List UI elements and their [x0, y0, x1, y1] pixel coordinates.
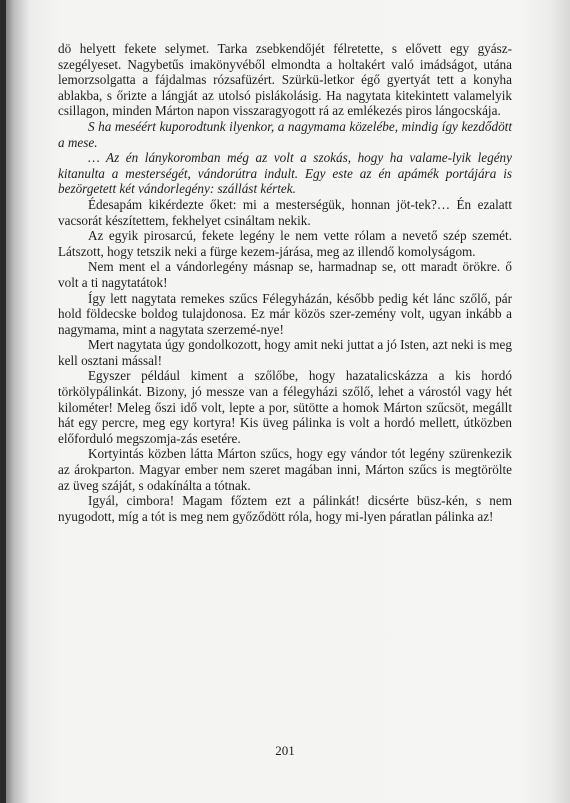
paragraph-7: Így lett nagytata remekes szűcs Félegyházán, később pedig két lánc szőlő, pár hold földecske boldog tulajdonosa. Ez már közös szer-zemény volt, ugyan inkább a nagymama, mint a nagytata szerzemé-nye! — [58, 290, 512, 337]
paragraph-4: Édesapám kikérdezte őket: mi a mesterségük, honnan jöt-tek?… Én ezalatt vacsorát készítettem, fekhelyet csináltam nekik. — [58, 196, 512, 228]
paragraph-6: Nem ment el a vándorlegény másnap se, harmadnap se, ott maradt örökre. ő volt a ti nagytatátok! — [58, 259, 512, 290]
paragraph-11: Igyál, cimbora! Magam főztem ezt a pálinkát! dicsérte büsz-kén, s nem nyugodott, míg a tót is meg nem győződött róla, hogy mi-lyen páratlan pálinka az! — [58, 493, 512, 524]
paragraph-3: … Az én lánykoromban még az volt a szokás, hogy ha valame-lyik legény kitanulta a mesterségét, vándorútra indult. Egy este az én apámék portájára is bezörgetett két vándorlegény: szállást kértek. — [58, 150, 512, 197]
paragraph-8: Mert nagytata úgy gondolkozott, hogy amit neki juttat a jó Isten, azt neki is meg kell osztani mással! — [58, 337, 512, 368]
paragraph-5: Az egyik pirosarcú, fekete legény le nem vette rólam a nevető szép szemét. Látszott, hogy tetszik neki a fürge kezem-járása, meg az illendő komolyságom. — [58, 228, 512, 259]
body-text — [58, 41, 512, 524]
paragraph-9: Egyszer például kiment a szőlőbe, hogy hazatalicskázza a kis hordó törkölypálinkát. Bizony, jó messze van a félegyházi szőlő, lehet a várostól vagy hét kilométer! Meleg őszi idő volt, lepte a por, sütötte a homok Márton szűcsöt, megállt hát egy percre, meg egy kortyra! Kis üveg pálinka is volt a hordó mellett, útközben előforduló megszomja-zás esetére. — [58, 368, 512, 446]
paragraph-2: S ha meséért kuporodtunk ilyenkor, a nagymama közelébe, mindig így kezdődött a mese. — [58, 118, 512, 150]
paragraph-10: Kortyintás közben látta Márton szűcs, hogy egy vándor tót legény szürenkezik az árokparton. Magyar ember nem szeret magában inni, Márton szűcs is megtörölte az üveg száját, s odakínálta a tótnak. — [58, 446, 512, 493]
page-number: 201 — [275, 743, 295, 758]
paragraph-1: dö helyett fekete selymet. Tarka zsebkendőjét félretette, s elővett egy gyász-szegélyeset. Nagybetűs imakönyvéből elmondta a holtakért való imádságot, utána lemorzsolgatta a fájdalmas rózsafüzért. Szürkü-letkor égő gyertyát tett a konyha ablakba, s őrizte a lángját az utolsó pislákolásig. Ha nagytata kitekintett valamelyik csillagon, minden Márton napon visszaragyogott rá az emlékezés piros lángocskája. — [58, 41, 512, 119]
